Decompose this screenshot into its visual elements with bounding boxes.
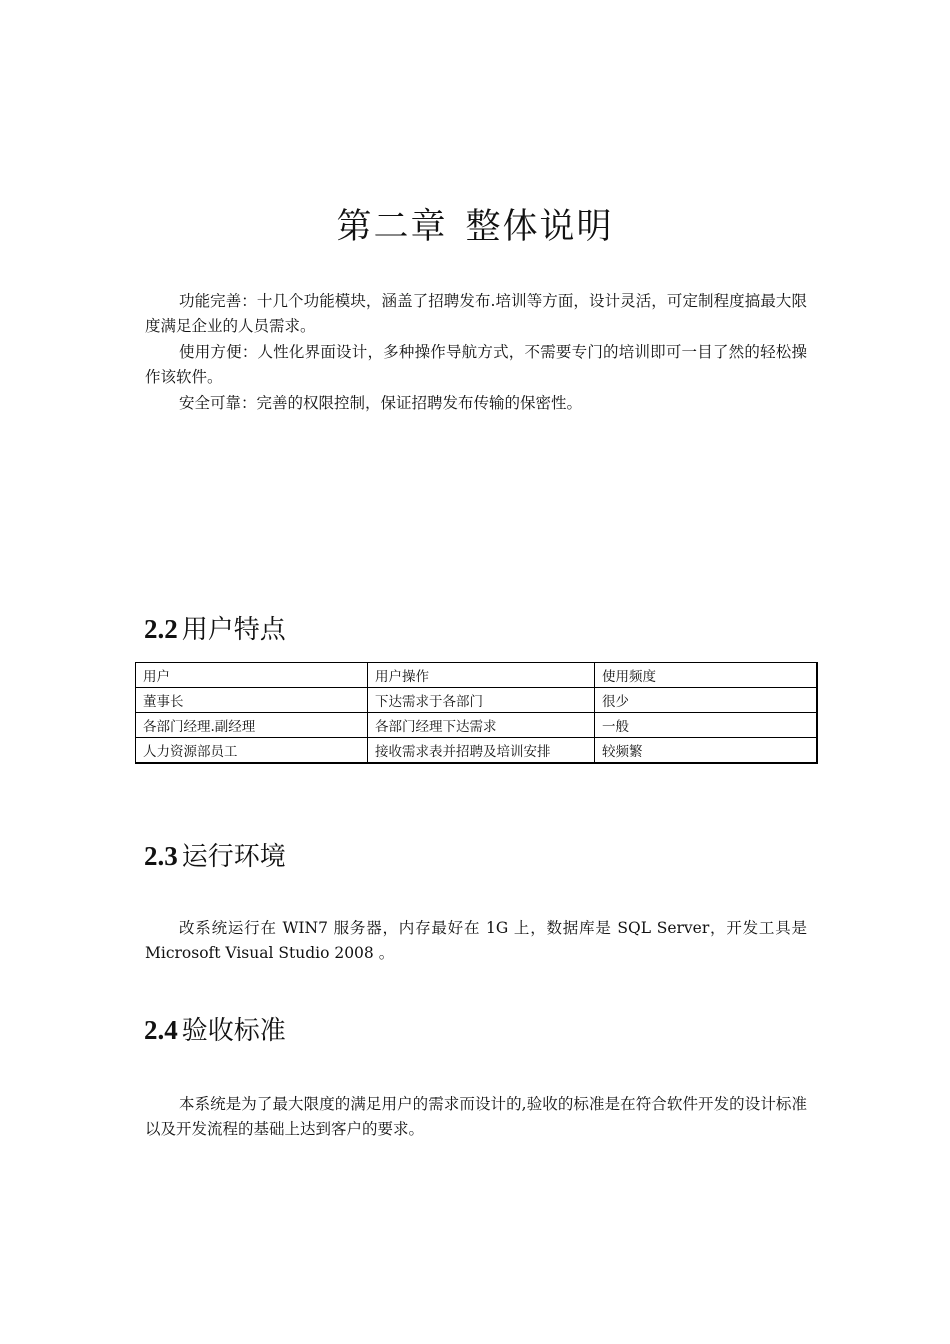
table-cell: 人力资源部员工	[136, 738, 368, 764]
table-header-cell: 使用频度	[595, 663, 818, 688]
section-title: 验收标准	[181, 1016, 286, 1046]
table-cell: 很少	[595, 688, 818, 713]
section-number: 2.3	[144, 841, 178, 871]
table-row	[136, 688, 818, 713]
table-header-row	[136, 663, 818, 688]
table-header-cell: 用户	[136, 663, 368, 688]
table-cell: 各部门经理下达需求	[368, 713, 595, 738]
table-row	[136, 738, 818, 764]
chapter-number: 第二章	[336, 207, 448, 248]
table-row	[136, 713, 818, 738]
user-features-table	[135, 662, 818, 764]
acceptance-paragraph: 本系统是为了最大限度的满足用户的需求而设计的,验收的标准是在符合软件开发的设计标准以及开发流程的基础上达到客户的要求。	[145, 1095, 807, 1138]
section-number: 2.4	[144, 1015, 178, 1045]
chapter-title	[0, 199, 950, 249]
table-cell: 接收需求表并招聘及培训安排	[368, 738, 595, 764]
section-heading-runtime-env	[144, 836, 286, 873]
section-number: 2.2	[144, 614, 178, 644]
table-cell: 一般	[595, 713, 818, 738]
table-cell: 较频繁	[595, 738, 818, 764]
section-title: 运行环境	[181, 842, 286, 872]
section-heading-user-features	[144, 609, 286, 646]
table-cell: 下达需求于各部门	[368, 688, 595, 713]
section-title: 用户特点	[181, 615, 286, 645]
section-heading-acceptance	[144, 1010, 286, 1047]
runtime-env-paragraph: 改系统运行在 WIN7 服务器，内存最好在 1G 上，数据库是 SQL Server，开发工具是 Microsoft Visual Studio 2008 。	[145, 919, 807, 962]
table-cell: 各部门经理.副经理	[136, 713, 368, 738]
intro-paragraph-security: 安全可靠：完善的权限控制，保证招聘发布传输的保密性。	[179, 394, 583, 412]
intro-paragraph-functionality: 功能完善：十几个功能模块，涵盖了招聘发布.培训等方面，设计灵活，可定制程度搞最大限度满足企业的人员需求。	[145, 292, 807, 335]
table-header-cell: 用户操作	[368, 663, 595, 688]
intro-paragraph-usability: 使用方便：人性化界面设计，多种操作导航方式，不需要专门的培训即可一目了然的轻松操作该软件。	[145, 343, 807, 386]
table-cell: 董事长	[136, 688, 368, 713]
chapter-name: 整体说明	[465, 207, 614, 248]
